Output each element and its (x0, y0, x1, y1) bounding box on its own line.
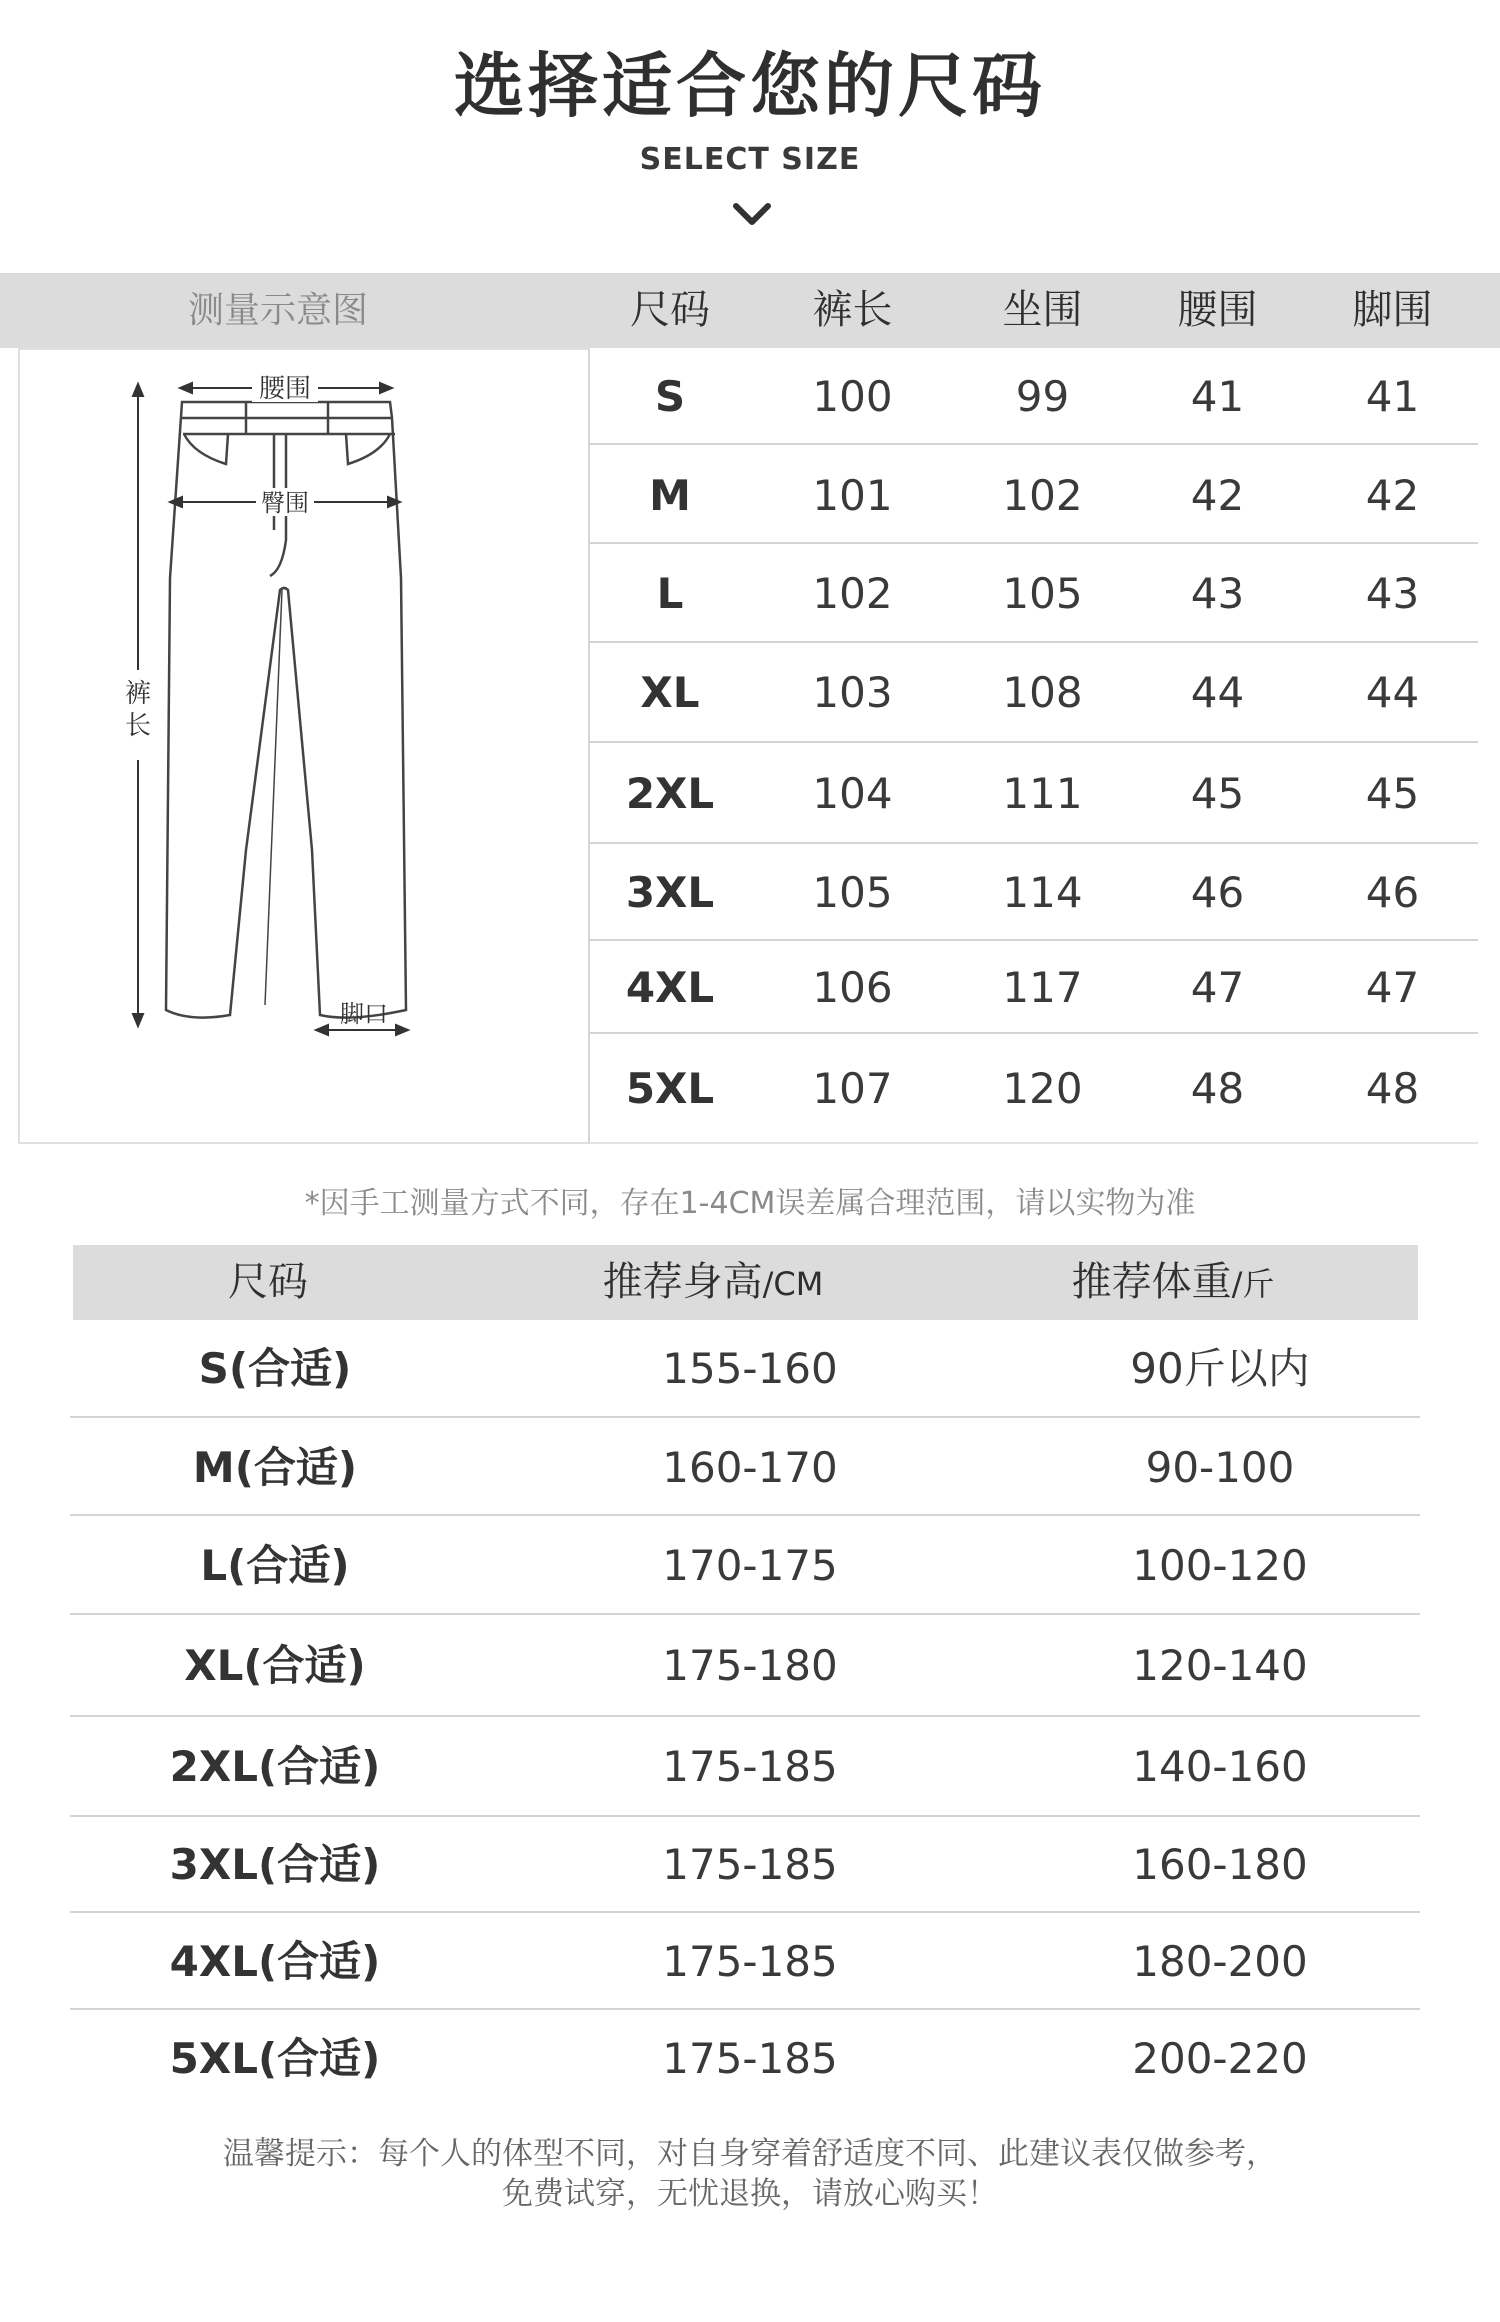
cell-weight: 160-180 (1132, 1840, 1308, 1889)
col-height: 推荐身高/CM (602, 1259, 824, 1305)
cell-size: L (656, 569, 684, 618)
length-label-2: 长 (124, 711, 152, 741)
measurement-note: *因手工测量方式不同，存在1-4CM误差属合理范围，请以实物为准 (304, 1186, 1196, 1221)
table-row (590, 743, 1478, 844)
cell-height: 175-185 (662, 1937, 838, 1986)
table-row (70, 1615, 1420, 1717)
cell-hip: 105 (1002, 569, 1083, 618)
cell-hip: 117 (1002, 963, 1083, 1012)
cell-size: 4XL (625, 963, 715, 1012)
cell-size: L(合适) (200, 1541, 350, 1590)
table-row (590, 844, 1478, 941)
cell-hip: 102 (1002, 471, 1083, 520)
cell-waist: 48 (1190, 1064, 1245, 1113)
table-row (70, 2010, 1420, 2108)
cell-hem: 43 (1365, 569, 1420, 618)
cell-height: 170-175 (662, 1541, 838, 1590)
cell-waist: 43 (1190, 569, 1245, 618)
cell-hip: 111 (1002, 769, 1083, 818)
table-row (590, 643, 1478, 743)
table-row (590, 544, 1478, 643)
cell-length: 103 (812, 668, 893, 717)
cell-weight: 90-100 (1145, 1443, 1295, 1492)
table-row (590, 448, 1478, 544)
cell-weight: 180-200 (1132, 1937, 1308, 1986)
cell-waist: 41 (1190, 372, 1245, 421)
cell-waist: 47 (1190, 963, 1245, 1012)
cell-hip: 99 (1015, 372, 1070, 421)
cell-hem: 41 (1365, 372, 1420, 421)
col-hem: 脚围 (1352, 287, 1433, 333)
col-hip: 坐围 (1002, 287, 1083, 333)
pants-diagram (20, 350, 588, 1142)
cell-length: 101 (812, 471, 893, 520)
chevron-down-icon (732, 200, 772, 228)
cell-height: 175-185 (662, 1840, 838, 1889)
table-row (70, 1420, 1420, 1516)
cell-length: 106 (812, 963, 893, 1012)
cell-hem: 46 (1365, 868, 1420, 917)
cell-length: 107 (812, 1064, 893, 1113)
size-table-header (0, 273, 1500, 348)
cell-height: 160-170 (662, 1443, 838, 1492)
table-row (590, 941, 1478, 1034)
table-row (70, 1913, 1420, 2010)
cell-height: 155-160 (662, 1344, 838, 1393)
waist-label: 腰围 (258, 374, 312, 404)
measurement-diagram (18, 348, 590, 1144)
cell-hip: 114 (1002, 868, 1083, 917)
cell-weight: 90斤以内 (1130, 1344, 1310, 1393)
cell-hem: 42 (1365, 471, 1420, 520)
cell-size: 3XL(合适) (169, 1840, 381, 1889)
cell-length: 105 (812, 868, 893, 917)
cell-weight: 120-140 (1132, 1641, 1308, 1690)
cell-waist: 46 (1190, 868, 1245, 917)
cell-length: 100 (812, 372, 893, 421)
page-subtitle: SELECT SIZE (639, 142, 861, 177)
cell-height: 175-185 (662, 2034, 838, 2083)
cell-size: S (654, 372, 686, 421)
table-row (70, 1717, 1420, 1817)
cell-length: 104 (812, 769, 893, 818)
cell-size: 4XL(合适) (169, 1937, 381, 1986)
diagram-label: 测量示意图 (187, 290, 368, 331)
cell-size: 5XL(合适) (169, 2034, 381, 2083)
cell-height: 175-185 (662, 1742, 838, 1791)
col-waist: 腰围 (1177, 287, 1258, 333)
cell-size: 3XL (625, 868, 715, 917)
cell-size: XL (640, 668, 700, 717)
length-label-1: 裤 (124, 679, 152, 709)
cell-size: M (649, 471, 691, 520)
cell-hem: 47 (1365, 963, 1420, 1012)
cell-waist: 45 (1190, 769, 1245, 818)
cell-size: 5XL (625, 1064, 715, 1113)
col-size: 尺码 (630, 287, 710, 333)
table-row (70, 1817, 1420, 1913)
cell-weight: 100-120 (1132, 1541, 1308, 1590)
cell-size: 2XL (625, 769, 715, 818)
col-length: 裤长 (812, 287, 893, 333)
table-row (70, 1516, 1420, 1615)
hem-label: 脚口 (340, 1000, 388, 1028)
col-weight: 推荐体重/斤 (1071, 1259, 1275, 1305)
cell-size: M(合适) (192, 1443, 358, 1492)
cell-height: 175-180 (662, 1641, 838, 1690)
recommend-table-header (73, 1245, 1418, 1320)
cell-waist: 42 (1190, 471, 1245, 520)
cell-length: 102 (812, 569, 893, 618)
tip-line-2: 免费试穿，无忧退换，请放心购买！ (502, 2176, 998, 2212)
col-size: 尺码 (228, 1259, 308, 1305)
table-row (590, 1034, 1478, 1144)
cell-size: 2XL(合适) (169, 1742, 381, 1791)
page-title: 选择适合您的尺码 (454, 45, 1046, 127)
cell-hem: 45 (1365, 769, 1420, 818)
cell-weight: 200-220 (1132, 2034, 1308, 2083)
hip-label: 臀围 (261, 489, 309, 517)
cell-hip: 120 (1002, 1064, 1083, 1113)
tip-line-1: 温馨提示：每个人的体型不同，对自身穿着舒适度不同、此建议表仅做参考， (223, 2136, 1277, 2172)
cell-hem: 48 (1365, 1064, 1420, 1113)
cell-hip: 108 (1002, 668, 1083, 717)
cell-size: XL(合适) (184, 1641, 366, 1690)
cell-weight: 140-160 (1132, 1742, 1308, 1791)
table-row (590, 348, 1478, 445)
cell-hem: 44 (1365, 668, 1420, 717)
table-row (70, 1320, 1420, 1418)
cell-waist: 44 (1190, 668, 1245, 717)
cell-size: S(合适) (198, 1344, 352, 1393)
